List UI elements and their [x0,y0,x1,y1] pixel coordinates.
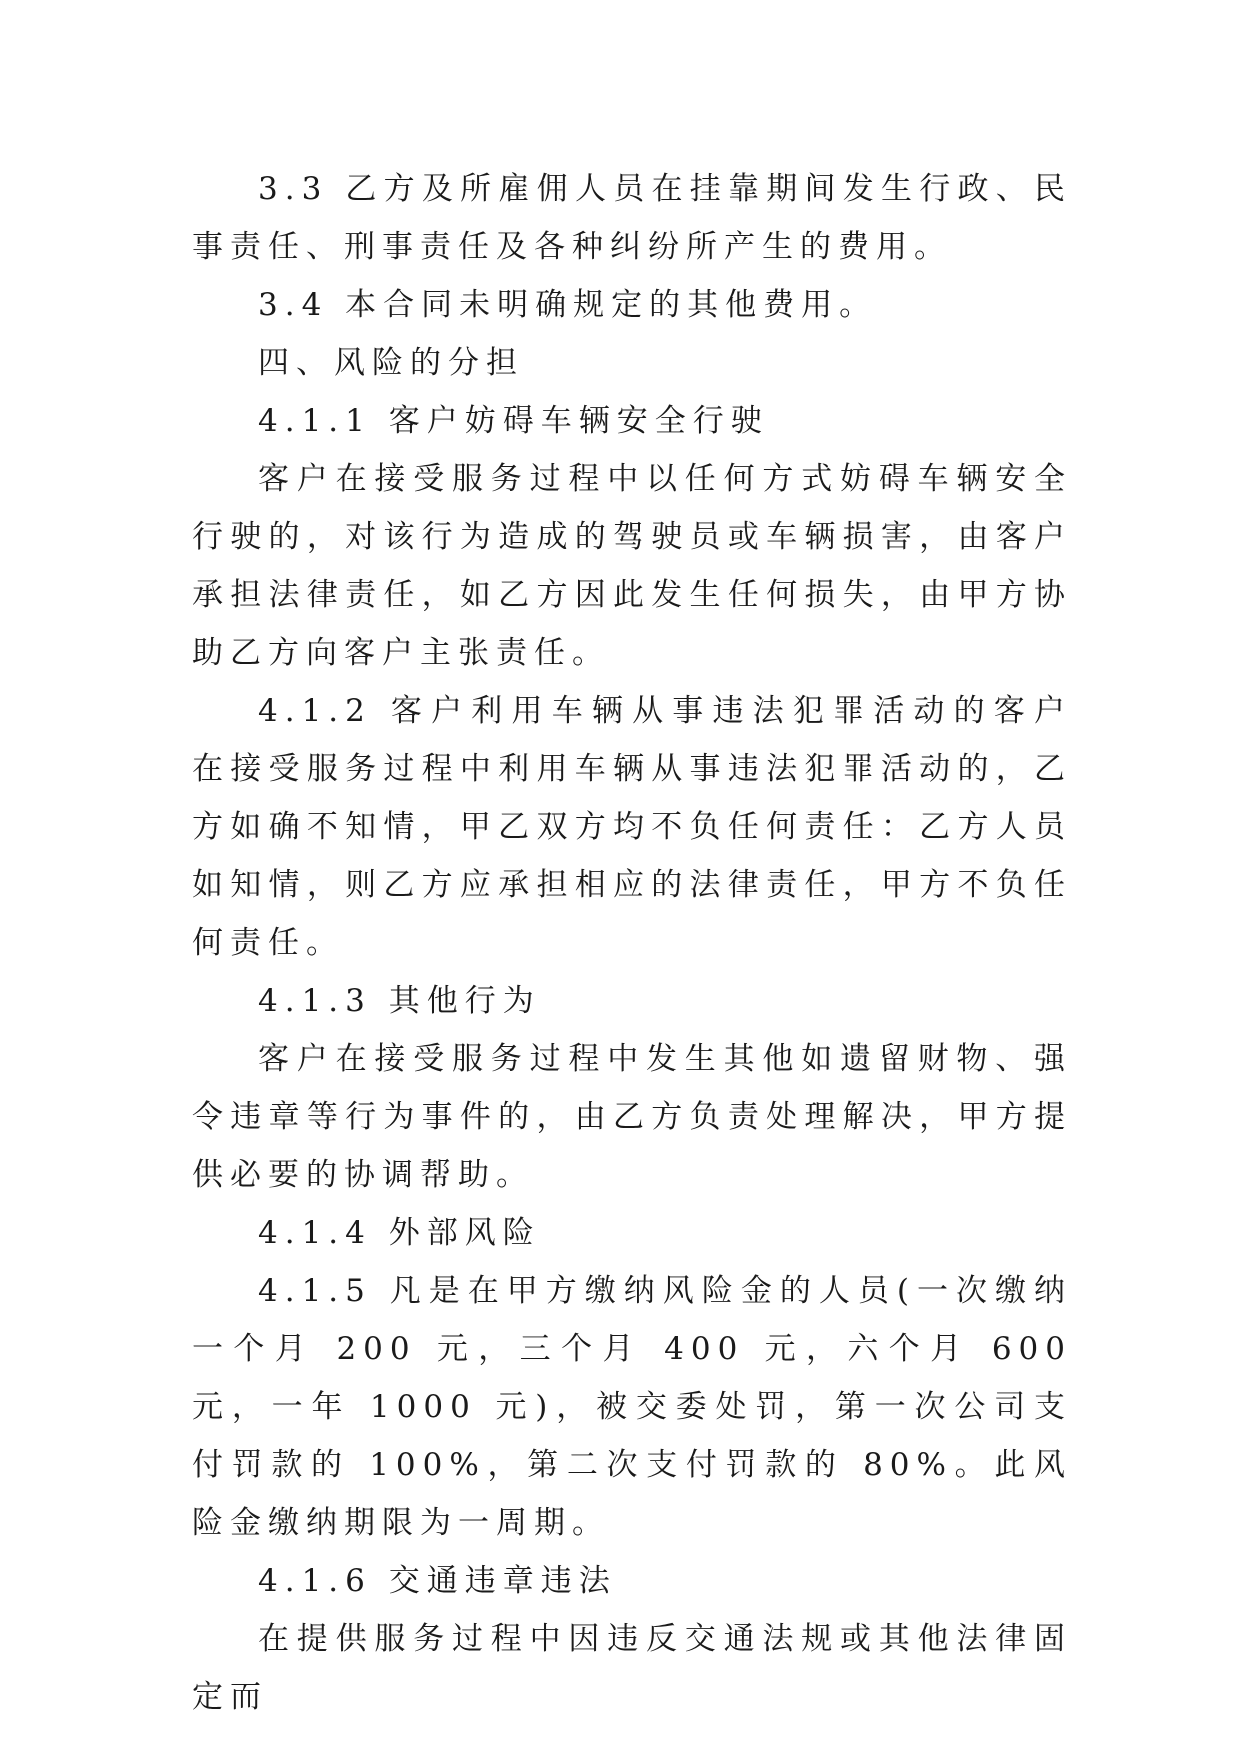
section-heading-4: 四、风险的分担 [258,345,524,381]
paragraph-3-4: 3.4 本合同未明确规定的其他费用。 [258,287,878,323]
clause-heading-4-1-3: 4.1.3 其他行为 [258,983,541,1019]
paragraph-4-1-2: 4.1.2 客户利用车辆从事违法犯罪活动的客户在接受服务过程中利用车辆从事违法犯罪活动的，乙方如确不知情，甲乙双方均不负任何责任：乙方人员如知情，则乙方应承担相应的法律责任，甲方不负任何责任。 [192,693,1072,961]
document-body [192,160,1072,1726]
paragraph-4-1-3-body: 客户在接受服务过程中发生其他如遗留财物、强令违章等行为事件的，由乙方负责处理解决，甲方提供必要的协调帮助。 [192,1041,1072,1193]
paragraph-3-3: 3.3 乙方及所雇佣人员在挂靠期间发生行政、民事责任、刑事责任及各种纠纷所产生的费用。 [192,171,1072,265]
paragraph-4-1-6-body: 在提供服务过程中因违反交通法规或其他法律固定而 [192,1621,1072,1715]
paragraph-4-1-5: 4.1.5 凡是在甲方缴纳风险金的人员(一次缴纳一个月 200 元，三个月 400 元，六个月 600 元，一年 1000 元)，被交委处罚，第一次公司支付罚款的 100%，第二次支付罚款的 80%。此风险金缴纳期限为一周期。 [192,1273,1072,1541]
clause-heading-4-1-4: 4.1.4 外部风险 [258,1215,541,1251]
paragraph-4-1-1-body: 客户在接受服务过程中以任何方式妨碍车辆安全行驶的，对该行为造成的驾驶员或车辆损害，由客户承担法律责任，如乙方因此发生任何损失，由甲方协助乙方向客户主张责任。 [192,461,1072,671]
clause-heading-4-1-1: 4.1.1 客户妨碍车辆安全行驶 [258,403,769,439]
clause-heading-4-1-6: 4.1.6 交通违章违法 [258,1563,617,1599]
